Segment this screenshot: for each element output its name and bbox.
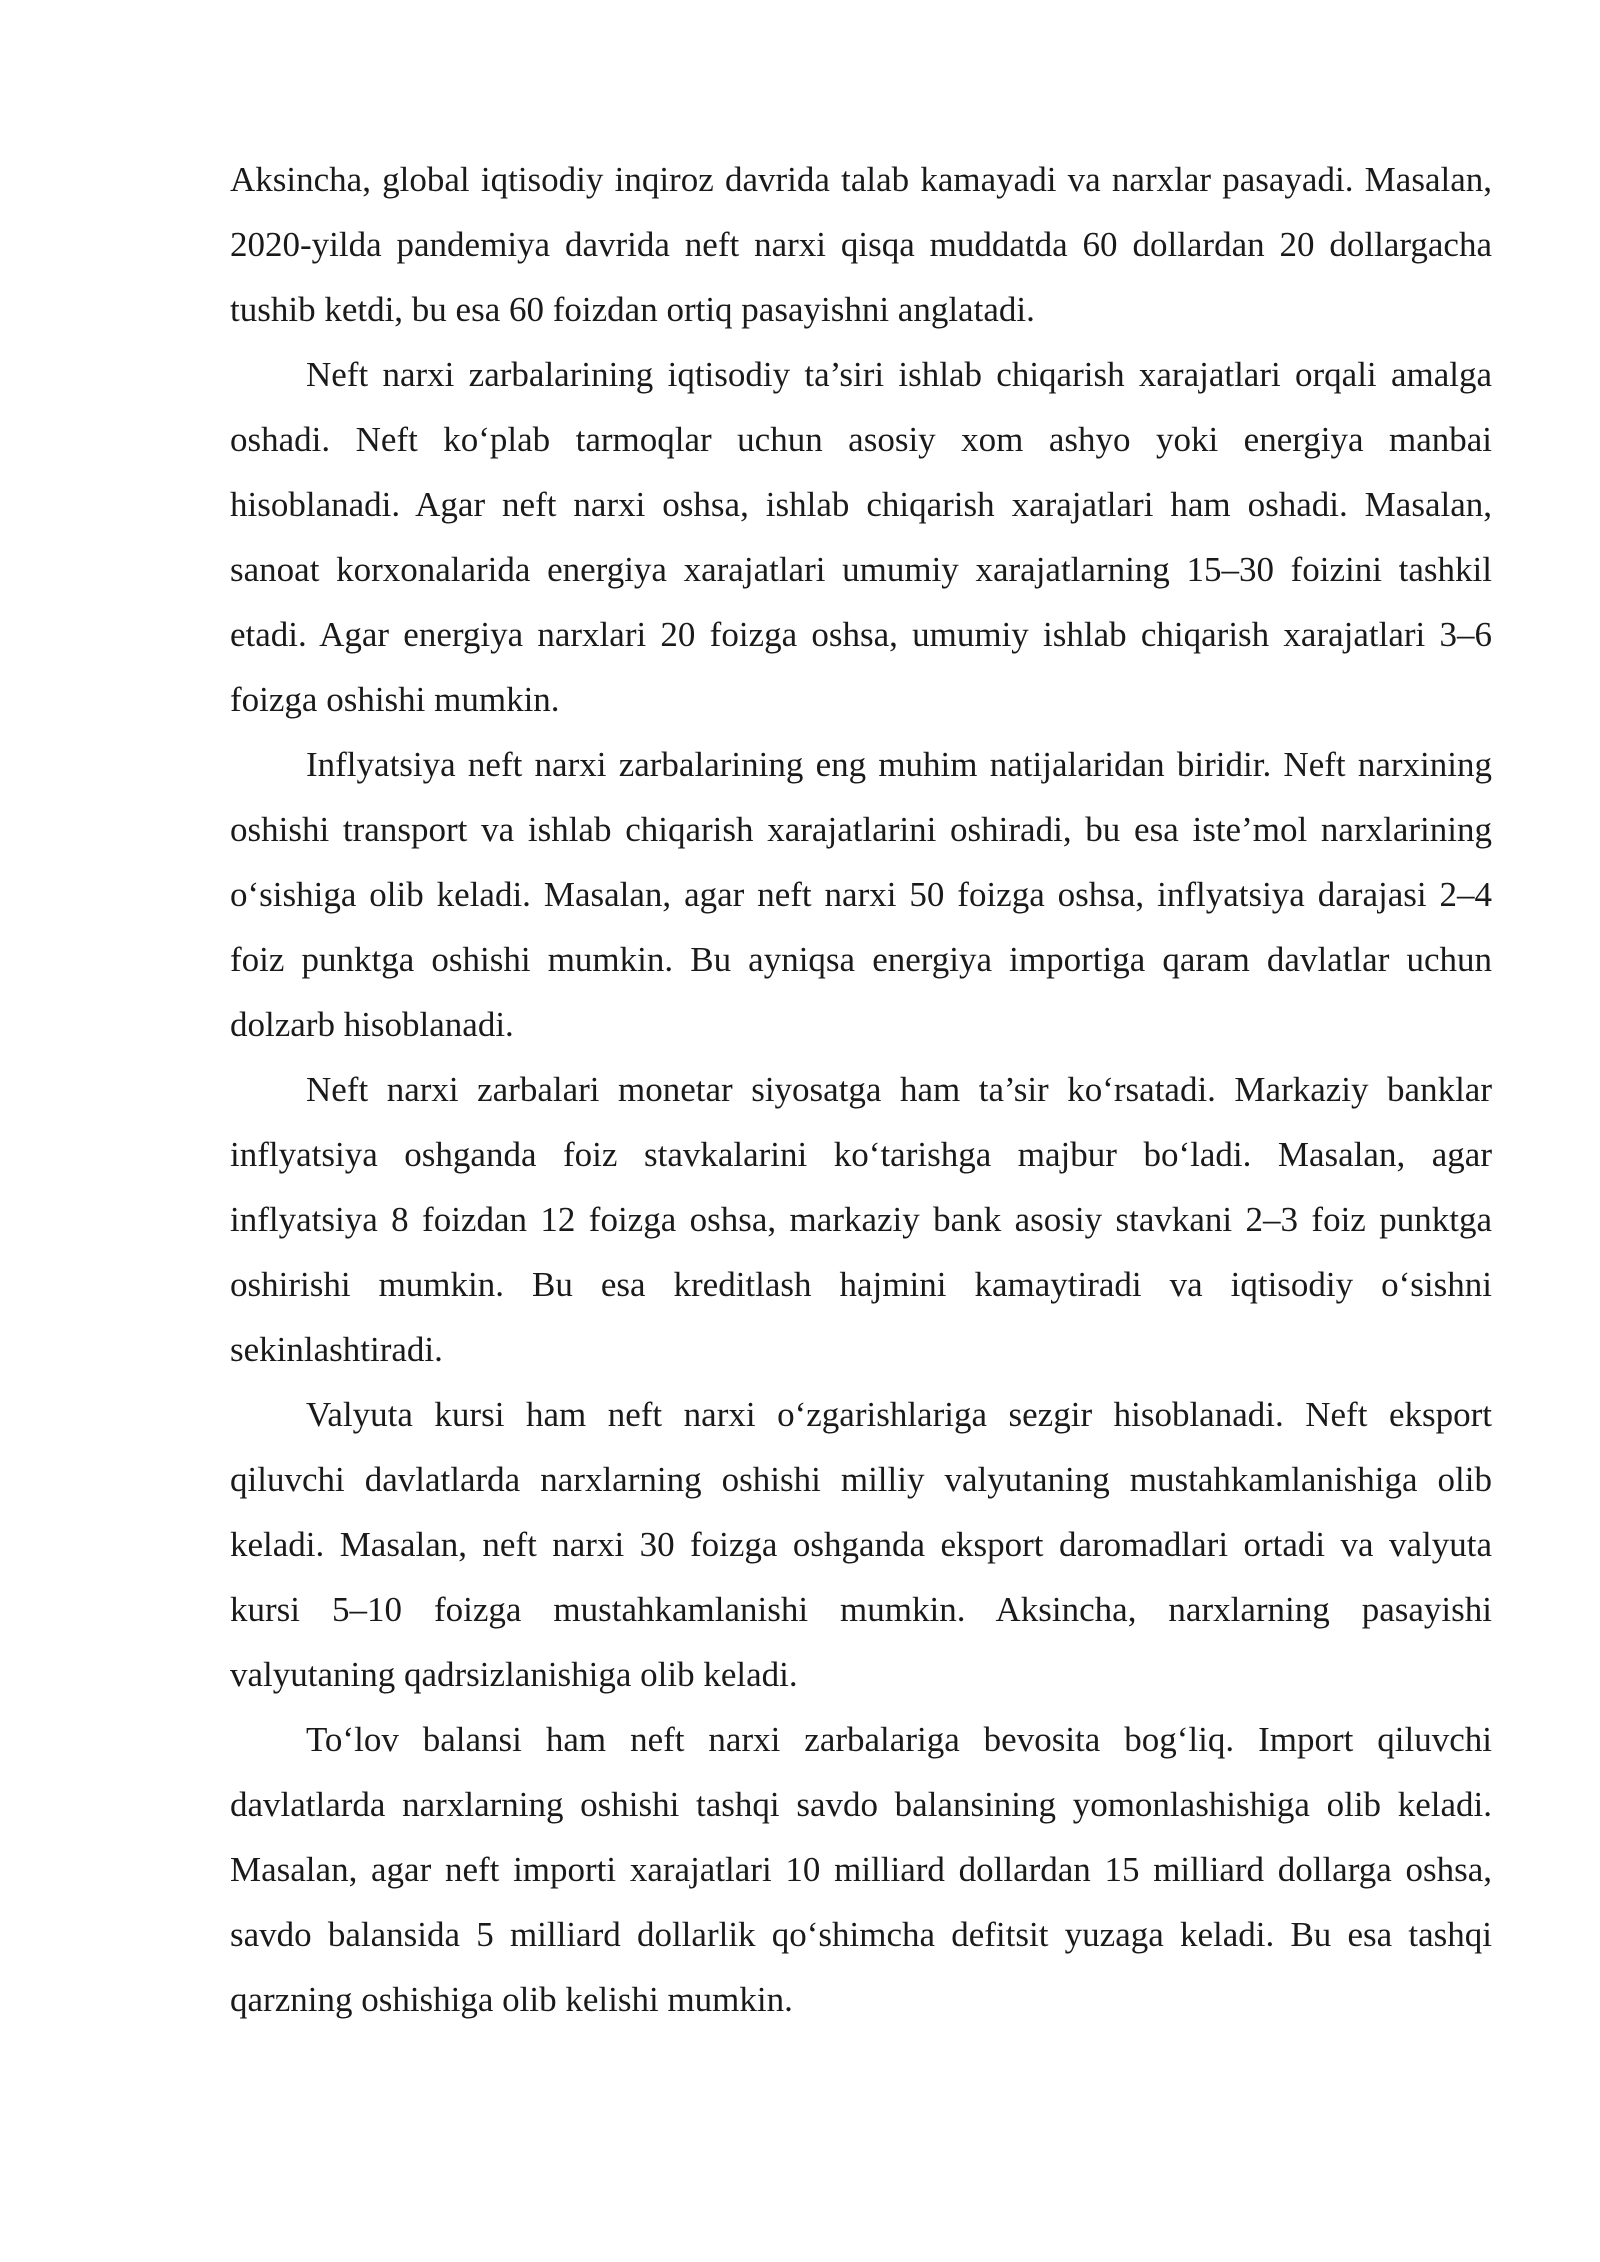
paragraph-production-costs: Neft narxi zarbalarining iqtisodiy ta’siri ishlab chiqarish xarajatlari orqali amalga oshadi. Neft ko‘plab tarmoqlar uchun asosiy xom ashyo yoki energiya manbai hisoblanadi. Agar neft narxi oshsa, ishlab chiqarish xarajatlari ham oshadi. Masalan, sanoat korxonalarida energiya xarajatlari umumiy xarajatlarning 15–30 foizini tashkil etadi. Agar energiya narxlari 20 foizga oshsa, umumiy ishlab chiqarish xarajatlari 3–6 foizga oshishi mumkin. bbox=[230, 355, 1492, 719]
paragraph-inflation: Inflyatsiya neft narxi zarbalarining eng muhim natijalaridan biridir. Neft narxining oshishi transport va ishlab chiqarish xarajatlarini oshiradi, bu esa iste’mol narxlarining o‘sishiga olib keladi. Masalan, agar neft narxi 50 foizga oshsa, inflyatsiya darajasi 2–4 foiz punktga oshishi mumkin. Bu ayniqsa energiya importiga qaram davlatlar uchun dolzarb hisoblanadi. bbox=[230, 745, 1492, 1044]
paragraph-continuation: Aksincha, global iqtisodiy inqiroz davrida talab kamayadi va narxlar pasayadi. Masalan, 2020-yilda pandemiya davrida neft narxi qisqa muddatda 60 dollardan 20 dollargacha tushib ketdi, bu esa 60 foizdan ortiq pasayishni anglatadi. bbox=[230, 160, 1492, 329]
paragraph-exchange-rate: Valyuta kursi ham neft narxi o‘zgarishlariga sezgir hisoblanadi. Neft eksport qiluvchi davlatlarda narxlarning oshishi milliy valyutaning mustahkamlanishiga olib keladi. Masalan, neft narxi 30 foizga oshganda eksport daromadlari ortadi va valyuta kursi 5–10 foizga mustahkamlanishi mumkin. Aksincha, narxlarning pasayishi valyutaning qadrsizlanishiga olib keladi. bbox=[230, 1395, 1492, 1694]
document-body bbox=[230, 147, 1492, 2032]
paragraph-monetary-policy: Neft narxi zarbalari monetar siyosatga ham ta’sir ko‘rsatadi. Markaziy banklar inflyatsiya oshganda foiz stavkalarini ko‘tarishga majbur bo‘ladi. Masalan, agar inflyatsiya 8 foizdan 12 foizga oshsa, markaziy bank asosiy stavkani 2–3 foiz punktga oshirishi mumkin. Bu esa kreditlash hajmini kamaytiradi va iqtisodiy o‘sishni sekinlashtiradi. bbox=[230, 1070, 1492, 1369]
paragraph-balance-of-payments: To‘lov balansi ham neft narxi zarbalariga bevosita bog‘liq. Import qiluvchi davlatlarda narxlarning oshishi tashqi savdo balansining yomonlashishiga olib keladi. Masalan, agar neft importi xarajatlari 10 milliard dollardan 15 milliard dollarga oshsa, savdo balansida 5 milliard dollarlik qo‘shimcha defitsit yuzaga keladi. Bu esa tashqi qarzning oshishiga olib kelishi mumkin. bbox=[230, 1720, 1492, 2019]
